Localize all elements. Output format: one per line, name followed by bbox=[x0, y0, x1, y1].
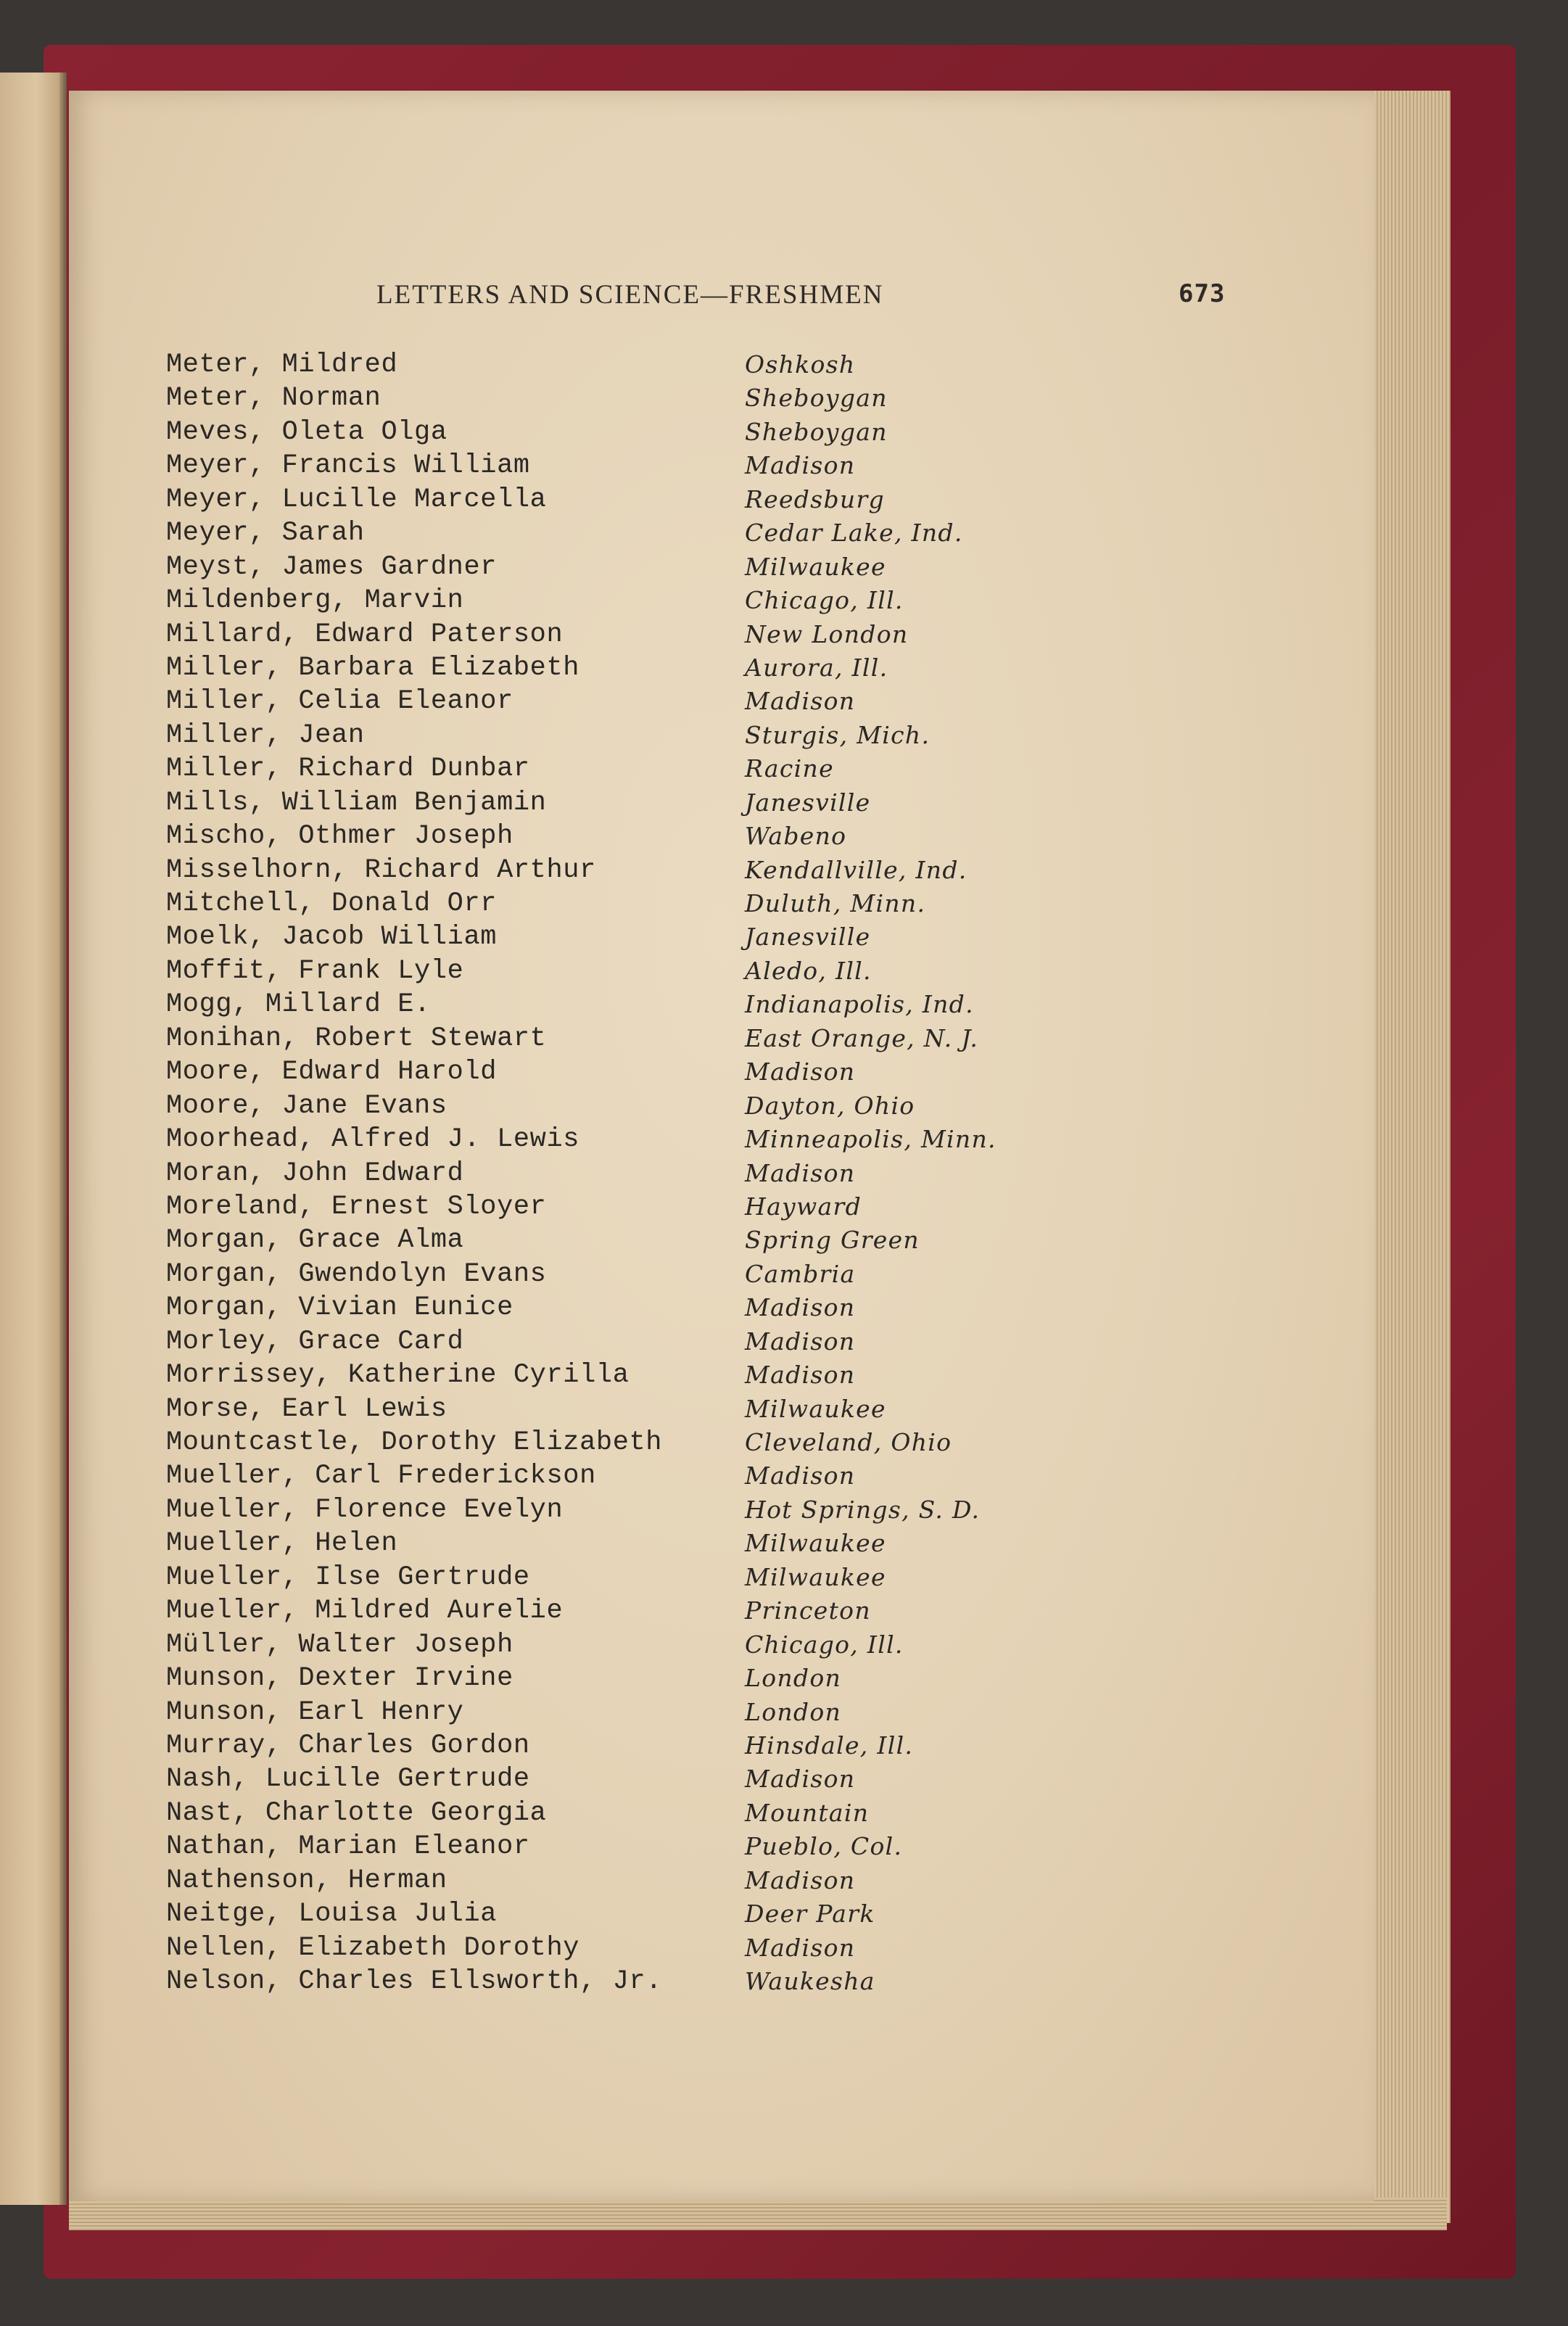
roster-row bbox=[69, 1325, 1374, 1358]
student-name: Mueller, Helen bbox=[166, 1528, 398, 1559]
student-hometown: Milwaukee bbox=[745, 1529, 886, 1558]
student-name: Morrissey, Katherine Cyrilla bbox=[166, 1360, 630, 1391]
student-hometown: Reedsburg bbox=[745, 484, 885, 514]
student-name: Meyer, Lucille Marcella bbox=[166, 484, 547, 515]
roster-row bbox=[69, 1594, 1374, 1628]
roster-row bbox=[69, 1393, 1374, 1426]
student-name: Mueller, Mildred Aurelie bbox=[166, 1596, 564, 1627]
book-gutter bbox=[59, 73, 67, 2205]
student-name: Moorhead, Alfred J. Lewis bbox=[166, 1124, 580, 1155]
roster-row bbox=[69, 988, 1374, 1021]
student-name: Miller, Jean bbox=[166, 719, 365, 751]
roster-row bbox=[69, 651, 1374, 685]
roster-row bbox=[69, 1864, 1374, 1897]
student-hometown: Madison bbox=[745, 1327, 856, 1356]
student-hometown: Oshkosh bbox=[745, 350, 856, 379]
student-name: Morse, Earl Lewis bbox=[166, 1393, 447, 1424]
student-hometown: Janesville bbox=[745, 923, 871, 952]
student-name: Miller, Richard Dunbar bbox=[166, 754, 530, 785]
roster-row bbox=[69, 416, 1374, 449]
student-name: Mogg, Millard E. bbox=[166, 989, 431, 1020]
roster-row bbox=[69, 1459, 1374, 1493]
student-name: Meter, Mildred bbox=[166, 350, 398, 380]
roster-row bbox=[69, 1224, 1374, 1257]
roster-row bbox=[69, 1426, 1374, 1459]
student-name: Meyer, Francis William bbox=[166, 450, 530, 482]
student-name: Miller, Celia Eleanor bbox=[166, 686, 513, 717]
running-head-title: LETTERS AND SCIENCE—FRESHMEN bbox=[376, 280, 884, 310]
student-name: Mueller, Ilse Gertrude bbox=[166, 1562, 530, 1593]
roster-row bbox=[69, 618, 1374, 651]
student-hometown: Wabeno bbox=[745, 822, 847, 851]
student-hometown: Indianapolis, Ind. bbox=[745, 990, 974, 1019]
student-name: Morgan, Gwendolyn Evans bbox=[166, 1258, 547, 1290]
roster-row bbox=[69, 920, 1374, 954]
student-hometown: Sheboygan bbox=[745, 384, 888, 413]
roster-row bbox=[69, 752, 1374, 785]
student-hometown: Aledo, Ill. bbox=[745, 956, 872, 985]
student-hometown: Madison bbox=[745, 451, 856, 480]
roster-row bbox=[69, 1662, 1374, 1695]
student-name: Monihan, Robert Stewart bbox=[166, 1023, 547, 1054]
student-name: Murray, Charles Gordon bbox=[166, 1730, 530, 1761]
student-hometown: Sheboygan bbox=[745, 417, 888, 446]
student-name: Moore, Jane Evans bbox=[166, 1090, 447, 1121]
student-name: Nathan, Marian Eleanor bbox=[166, 1831, 530, 1863]
roster-row bbox=[69, 1729, 1374, 1762]
student-name: Meyst, James Gardner bbox=[166, 551, 498, 582]
student-name: Nathenson, Herman bbox=[166, 1865, 447, 1896]
roster-row bbox=[69, 1258, 1374, 1291]
roster-row bbox=[69, 1965, 1374, 1998]
roster-row bbox=[69, 516, 1374, 550]
roster-row bbox=[69, 1190, 1374, 1224]
running-head bbox=[69, 279, 1374, 316]
student-hometown: Madison bbox=[745, 1461, 856, 1490]
student-name: Nast, Charlotte Georgia bbox=[166, 1797, 547, 1828]
student-hometown: Sturgis, Mich. bbox=[745, 720, 931, 749]
student-name: Müller, Walter Joseph bbox=[166, 1629, 513, 1660]
student-hometown: Madison bbox=[745, 687, 856, 716]
student-hometown: Milwaukee bbox=[745, 1562, 886, 1591]
roster-row bbox=[69, 1527, 1374, 1560]
page-number: 673 bbox=[1179, 279, 1226, 308]
student-name: Misselhorn, Richard Arthur bbox=[166, 854, 596, 886]
student-name: Moffit, Frank Lyle bbox=[166, 955, 464, 986]
roster-row bbox=[69, 1762, 1374, 1796]
roster-row bbox=[69, 348, 1374, 382]
roster-row bbox=[69, 1493, 1374, 1527]
student-name: Moelk, Jacob William bbox=[166, 922, 498, 953]
student-name: Moreland, Ernest Sloyer bbox=[166, 1191, 547, 1222]
student-hometown: Mountain bbox=[745, 1798, 870, 1827]
student-name: Morgan, Grace Alma bbox=[166, 1225, 464, 1256]
student-name: Mildenberg, Marvin bbox=[166, 585, 464, 616]
roster-row bbox=[69, 1123, 1374, 1156]
student-hometown: Hayward bbox=[745, 1192, 862, 1221]
student-hometown: Hinsdale, Ill. bbox=[745, 1731, 914, 1760]
student-hometown: Kendallville, Ind. bbox=[745, 855, 967, 884]
roster-row bbox=[69, 1291, 1374, 1324]
student-hometown: Aurora, Ill. bbox=[745, 653, 888, 682]
student-hometown: Madison bbox=[745, 1293, 856, 1322]
student-hometown: Madison bbox=[745, 1057, 856, 1086]
roster-row bbox=[69, 584, 1374, 617]
student-name: Neitge, Louisa Julia bbox=[166, 1899, 498, 1930]
roster-row bbox=[69, 1358, 1374, 1392]
student-name: Mitchell, Donald Orr bbox=[166, 888, 498, 919]
student-hometown: Madison bbox=[745, 1933, 856, 1962]
student-name: Meter, Norman bbox=[166, 383, 381, 414]
student-hometown: Cambria bbox=[745, 1259, 856, 1288]
roster-row bbox=[69, 685, 1374, 718]
student-name: Mueller, Carl Frederickson bbox=[166, 1461, 596, 1492]
book-page bbox=[69, 91, 1374, 2201]
student-hometown: Madison bbox=[745, 1865, 856, 1894]
student-name: Nellen, Elizabeth Dorothy bbox=[166, 1932, 580, 1963]
student-name: Munson, Earl Henry bbox=[166, 1696, 464, 1728]
student-hometown: Spring Green bbox=[745, 1226, 920, 1255]
roster-row bbox=[69, 719, 1374, 752]
roster-row bbox=[69, 1797, 1374, 1830]
student-hometown: Waukesha bbox=[745, 1967, 875, 1995]
roster-row bbox=[69, 382, 1374, 415]
student-name: Morley, Grace Card bbox=[166, 1326, 464, 1357]
student-name: Mills, William Benjamin bbox=[166, 787, 547, 818]
student-hometown: Minneapolis, Minn. bbox=[745, 1125, 996, 1154]
roster-row bbox=[69, 1561, 1374, 1594]
student-name: Nelson, Charles Ellsworth, Jr. bbox=[166, 1966, 663, 1997]
student-hometown: Princeton bbox=[745, 1596, 871, 1625]
roster-row bbox=[69, 449, 1374, 482]
student-name: Meyer, Sarah bbox=[166, 518, 365, 549]
roster-row bbox=[69, 786, 1374, 820]
roster-row bbox=[69, 887, 1374, 920]
facing-page bbox=[0, 73, 67, 2205]
page-edges bbox=[1371, 91, 1451, 2223]
student-hometown: New London bbox=[745, 619, 909, 648]
student-hometown: Madison bbox=[745, 1361, 856, 1390]
student-hometown: Duluth, Minn. bbox=[745, 889, 926, 917]
student-hometown: Madison bbox=[745, 1158, 856, 1187]
roster-row bbox=[69, 1157, 1374, 1190]
student-hometown: Madison bbox=[745, 1765, 856, 1794]
student-name: Mountcastle, Dorothy Elizabeth bbox=[166, 1427, 663, 1458]
student-hometown: Hot Springs, S. D. bbox=[745, 1495, 981, 1524]
student-hometown: Janesville bbox=[745, 788, 871, 817]
student-name: Moran, John Edward bbox=[166, 1158, 464, 1189]
student-name: Meves, Oleta Olga bbox=[166, 416, 447, 448]
student-hometown: Cedar Lake, Ind. bbox=[745, 519, 963, 548]
roster-row bbox=[69, 820, 1374, 853]
student-hometown: Chicago, Ill. bbox=[745, 1630, 904, 1659]
student-hometown: Milwaukee bbox=[745, 552, 886, 581]
roster-row bbox=[69, 1022, 1374, 1055]
student-name: Munson, Dexter Irvine bbox=[166, 1663, 513, 1694]
student-hometown: Cleveland, Ohio bbox=[745, 1428, 952, 1456]
student-name: Millard, Edward Paterson bbox=[166, 619, 564, 650]
student-hometown: London bbox=[745, 1664, 842, 1693]
student-hometown: Dayton, Ohio bbox=[745, 1091, 915, 1120]
student-hometown: London bbox=[745, 1697, 842, 1726]
roster-row bbox=[69, 854, 1374, 887]
student-hometown: Pueblo, Col. bbox=[745, 1832, 903, 1861]
roster-row bbox=[69, 550, 1374, 584]
student-hometown: Racine bbox=[745, 754, 834, 783]
roster-row bbox=[69, 1696, 1374, 1729]
student-roster bbox=[69, 348, 1374, 1998]
student-name: Mischo, Othmer Joseph bbox=[166, 821, 513, 852]
student-hometown: Deer Park bbox=[745, 1900, 875, 1929]
student-hometown: East Orange, N. J. bbox=[745, 1023, 979, 1052]
roster-row bbox=[69, 1897, 1374, 1931]
student-name: Moore, Edward Harold bbox=[166, 1057, 498, 1088]
student-name: Morgan, Vivian Eunice bbox=[166, 1292, 513, 1324]
roster-row bbox=[69, 954, 1374, 988]
student-hometown: Milwaukee bbox=[745, 1394, 886, 1423]
roster-row bbox=[69, 1931, 1374, 1965]
student-name: Mueller, Florence Evelyn bbox=[166, 1494, 564, 1525]
roster-row bbox=[69, 1089, 1374, 1123]
student-name: Nash, Lucille Gertrude bbox=[166, 1764, 530, 1795]
roster-row bbox=[69, 483, 1374, 516]
student-name: Miller, Barbara Elizabeth bbox=[166, 652, 580, 683]
roster-row bbox=[69, 1055, 1374, 1089]
student-hometown: Chicago, Ill. bbox=[745, 586, 904, 615]
roster-row bbox=[69, 1628, 1374, 1662]
roster-row bbox=[69, 1830, 1374, 1863]
page-edges-bottom bbox=[69, 2198, 1447, 2230]
